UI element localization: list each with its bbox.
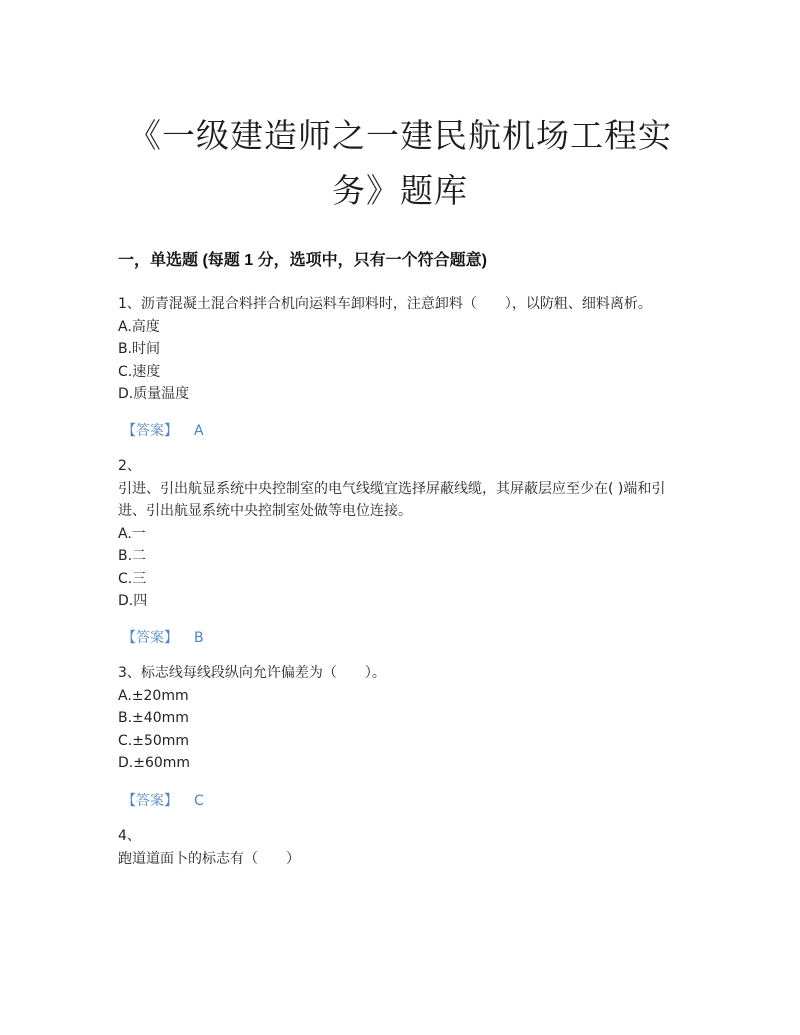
option-d: D.±60mm (118, 755, 191, 771)
question-number: 2、 (118, 458, 141, 474)
question-3 (118, 662, 688, 775)
question-stem: 1、沥青混凝土混合料拌合机向运料车卸料时，注意卸料（ ），以防粗、细料离析。 (118, 296, 652, 312)
answer-1 (122, 420, 204, 440)
option-c: C.速度 (118, 363, 161, 380)
title-line-2: 务》题库 (332, 171, 468, 210)
option-a: A.一 (118, 525, 146, 542)
question-stem: 3、标志线每线段纵向允许偏差为（ ）。 (118, 665, 386, 681)
answer-value: B (194, 630, 204, 646)
section-heading: 一，单选题 (每题 1 分，选项中，只有一个符合题意) (118, 252, 487, 269)
option-b: B.±40mm (118, 710, 189, 726)
question-stem: 跑道道面卜的标志有（ ） (118, 850, 300, 867)
answer-3 (122, 790, 204, 810)
answer-value: C (194, 793, 204, 809)
question-2 (118, 455, 688, 613)
option-a: A.高度 (118, 318, 160, 335)
answer-label: 【答案】 (122, 423, 178, 439)
title-line-1: 《一级建造师之一建民航机场工程实 (128, 116, 672, 155)
answer-label: 【答案】 (122, 793, 178, 809)
question-stem-line-1: 引进、引出航显系统中央控制室的电气线缆宜选择屏蔽线缆，其屏蔽层应至少在( )端和引 (118, 480, 666, 497)
question-1 (118, 293, 688, 406)
question-4 (118, 825, 688, 870)
answer-label: 【答案】 (122, 630, 178, 646)
option-d: D.质量温度 (118, 386, 190, 402)
option-c: C.±50mm (118, 732, 190, 749)
option-c: C.三 (118, 570, 147, 587)
answer-value: A (194, 423, 204, 439)
question-number: 4、 (118, 828, 141, 844)
answer-2 (122, 627, 204, 647)
question-stem-line-2: 进、引出航显系统中央控制室处做等电位连接。 (118, 503, 412, 519)
option-a: A.±20mm (118, 687, 189, 704)
option-b: B.二 (118, 548, 147, 564)
option-b: B.时间 (118, 341, 161, 357)
document-title (100, 108, 700, 218)
option-d: D.四 (118, 593, 148, 609)
